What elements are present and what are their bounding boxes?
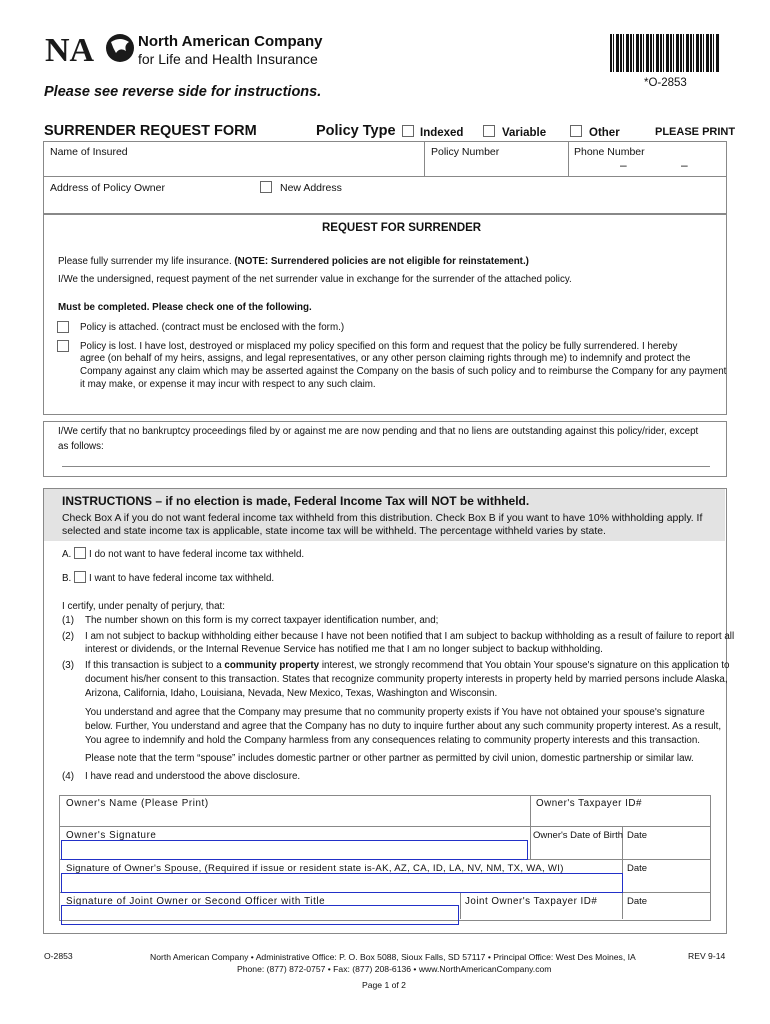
policy-lost-checkbox[interactable]	[57, 340, 69, 352]
name-of-insured-label: Name of Insured	[50, 146, 128, 158]
item-4-text: I have read and understood the above disclosure.	[85, 771, 301, 782]
please-print-note: PLEASE PRINT	[655, 126, 736, 138]
table-col-divider	[424, 141, 425, 177]
item-3-bold: community property	[224, 660, 320, 671]
barcode	[610, 34, 720, 72]
instructions-heading: INSTRUCTIONS – if no election is made, Federal Income Tax will NOT be withheld.	[62, 494, 530, 508]
item-3-number: (3)	[62, 660, 74, 671]
community-paragraph-3: You agree to indemnify and hold the Company harmless from any consequences relating to community property interests and this transaction.	[85, 735, 700, 746]
option-b-text: I want to have federal income tax withheld.	[89, 573, 275, 584]
sig-col-divider	[530, 795, 531, 859]
item-1-text: The number shown on this form is my correct taxpayer identification number, and;	[85, 615, 439, 626]
phone-number-field[interactable]	[570, 160, 724, 175]
form-code: *O-2853	[644, 77, 687, 89]
date-label: Date	[627, 863, 648, 874]
item-2-number: (2)	[62, 631, 74, 642]
footer-form-code: O-2853	[44, 951, 73, 961]
company-logo	[45, 30, 135, 66]
owner-signature-date-field[interactable]	[624, 843, 708, 858]
policy-type-other-label: Other	[589, 127, 620, 139]
owner-signature-label: Owner's Signature	[66, 830, 157, 841]
table-row-divider	[43, 176, 726, 177]
company-name: North American Company	[138, 33, 323, 50]
policy-lost-text-2: agree (on behalf of my heirs, assigns, and legal representatives, or any other person claiming rights through me) to indemnify and protect the	[80, 353, 691, 364]
page-number: Page 1 of 2	[362, 980, 406, 990]
policy-lost-text-1: Policy is lost. I have lost, destroyed or misplaced my policy specified on this form and request that the policy be fully surrendered. I hereby	[80, 341, 678, 352]
perjury-statement: I certify, under penalty of perjury, that:	[62, 601, 225, 612]
no-withholding-checkbox[interactable]	[74, 547, 86, 559]
joint-signature-date-field[interactable]	[624, 908, 708, 919]
table-col-divider	[568, 141, 569, 177]
joint-tin-field[interactable]	[462, 908, 620, 919]
community-paragraph-1: You understand and agree that the Company may presume that no community property exists if You have not obtained your spouse's signature	[85, 707, 705, 718]
address-owner-label: Address of Policy Owner	[50, 182, 165, 194]
policy-lost-text-4: it may make, or expense it may incur with respect to any such claim.	[80, 379, 376, 390]
item-2-text-a: I am not subject to backup withholding either because I have not been notified that I am subject to backup withholding as a result of failure to report all	[85, 631, 735, 642]
owner-name-label: Owner's Name (Please Print)	[66, 798, 209, 809]
joint-signature-label: Signature of Joint Owner or Second Officer with Title	[66, 896, 326, 907]
item-3-pre: If this transaction is subject to a	[85, 660, 225, 671]
spouse-signature-label: Signature of Owner's Spouse, (Required if issue or resident state is-AK, AZ, CA, ID, LA, NV, NM, TX, WA, WI)	[66, 863, 564, 874]
surrender-request-text: I/We the undersigned, request payment of the net surrender value in exchange for the surrender of the attached policy.	[58, 274, 572, 285]
new-address-label: New Address	[280, 182, 342, 194]
surrender-note-plain: Please fully surrender my life insurance.	[58, 256, 235, 267]
policy-type-indexed-label: Indexed	[420, 127, 464, 139]
policy-lost-text-3: Company against any claim which may be asserted against the Company on the basis of such policy and to reimburse the Company for any payment	[80, 366, 727, 377]
footer-address: North American Company • Administrative Office: P. O. Box 5088, Sioux Falls, SD 57117 • Principal Office: West Des Moines, IA	[150, 952, 636, 962]
spouse-definition-note: Please note that the term “spouse” includes domestic partner or other partner as permitted by civil union, domestic partnership or similar law.	[85, 753, 694, 764]
item-2-text-b: interest or dividends, or the Internal Revenue Service has notified me that I am no longer subject to backup withholding.	[85, 644, 603, 655]
sig-row-divider	[59, 826, 710, 827]
phone-dash: –	[620, 158, 627, 172]
item-3-text-a	[85, 660, 729, 671]
request-heading: REQUEST FOR SURRENDER	[322, 222, 482, 234]
phone-dash: –	[681, 158, 688, 172]
item-4-number: (4)	[62, 771, 74, 782]
policy-type-variable-checkbox[interactable]	[483, 125, 495, 137]
spouse-signature-field[interactable]	[61, 873, 623, 893]
joint-signature-field[interactable]	[61, 905, 459, 925]
withholding-checkbox[interactable]	[74, 571, 86, 583]
owner-tin-label: Owner's Taxpayer ID#	[536, 798, 642, 809]
must-complete-text: Must be completed. Please check one of the following.	[58, 302, 312, 313]
owner-signature-field[interactable]	[61, 840, 528, 860]
instructions-body-1: Check Box A if you do not want federal income tax withheld from this distribution. Check Box B if you want to have 10% withholding apply. If	[62, 513, 703, 524]
spouse-signature-date-field[interactable]	[624, 876, 708, 891]
owner-tin-field[interactable]	[533, 811, 707, 825]
company-subtitle: for Life and Health Insurance	[138, 51, 318, 67]
option-a-text: I do not want to have federal income tax withheld.	[89, 549, 305, 560]
svg-text:NA: NA	[45, 32, 95, 66]
joint-tin-label: Joint Owner's Taxpayer ID#	[465, 896, 598, 907]
exceptions-field[interactable]	[62, 454, 710, 467]
date-label: Date	[627, 896, 648, 907]
item-3-text-c: Arizona, California, Idaho, Louisiana, Nevada, New Mexico, Texas, Washington and Wisconsin.	[85, 688, 498, 699]
bankruptcy-certify-line-1: I/We certify that no bankruptcy proceedings filed by or against me are now pending and that no liens are outstanding against this policy/rider, except	[58, 426, 699, 437]
new-address-checkbox[interactable]	[260, 181, 272, 193]
owner-dob-label: Owner's Date of Birth	[533, 830, 623, 841]
item-3-post: interest, we strongly recommend that You obtain Your spouse's signature on this application to	[319, 660, 730, 671]
surrender-note-line	[58, 256, 529, 267]
date-label: Date	[627, 830, 648, 841]
policy-type-label: Policy Type	[316, 123, 396, 139]
name-of-insured-field[interactable]	[45, 160, 421, 175]
community-paragraph-2: below. Further, You understand and agree that the Company has no duty to inquire further about any such community property interest. As a result,	[85, 721, 722, 732]
footer-contact: Phone: (877) 872-0757 • Fax: (877) 208-6136 • www.NorthAmericanCompany.com	[237, 964, 552, 974]
item-1-number: (1)	[62, 615, 74, 626]
option-a-label: A.	[62, 549, 72, 560]
item-3-text-b: document his/her consent to this transaction. States that recognize community property interests in property held by married persons include Alaska,	[85, 674, 728, 685]
instructions-body-2: selected and state income tax is applicable, state income tax will be withheld. The percentage withheld varies by state.	[62, 526, 606, 537]
option-b-label: B.	[62, 573, 72, 584]
bankruptcy-certify-line-2: as follows:	[58, 441, 104, 452]
form-title: SURRENDER REQUEST FORM	[44, 123, 257, 139]
footer-revision: REV 9-14	[688, 951, 726, 961]
policy-type-indexed-checkbox[interactable]	[402, 125, 414, 137]
owner-name-field[interactable]	[61, 811, 527, 825]
policy-number-label: Policy Number	[431, 146, 500, 158]
policy-number-field[interactable]	[426, 160, 566, 175]
policy-type-variable-label: Variable	[502, 127, 547, 139]
policy-attached-checkbox[interactable]	[57, 321, 69, 333]
surrender-note-bold: (NOTE: Surrendered policies are not eligible for reinstatement.)	[234, 256, 529, 267]
address-owner-field[interactable]	[45, 196, 723, 211]
reverse-side-note: Please see reverse side for instructions.	[44, 84, 322, 100]
policy-type-other-checkbox[interactable]	[570, 125, 582, 137]
phone-number-label: Phone Number	[574, 146, 645, 158]
sig-col-divider	[460, 893, 461, 919]
policy-attached-text: Policy is attached. (contract must be enclosed with the form.)	[80, 322, 345, 333]
